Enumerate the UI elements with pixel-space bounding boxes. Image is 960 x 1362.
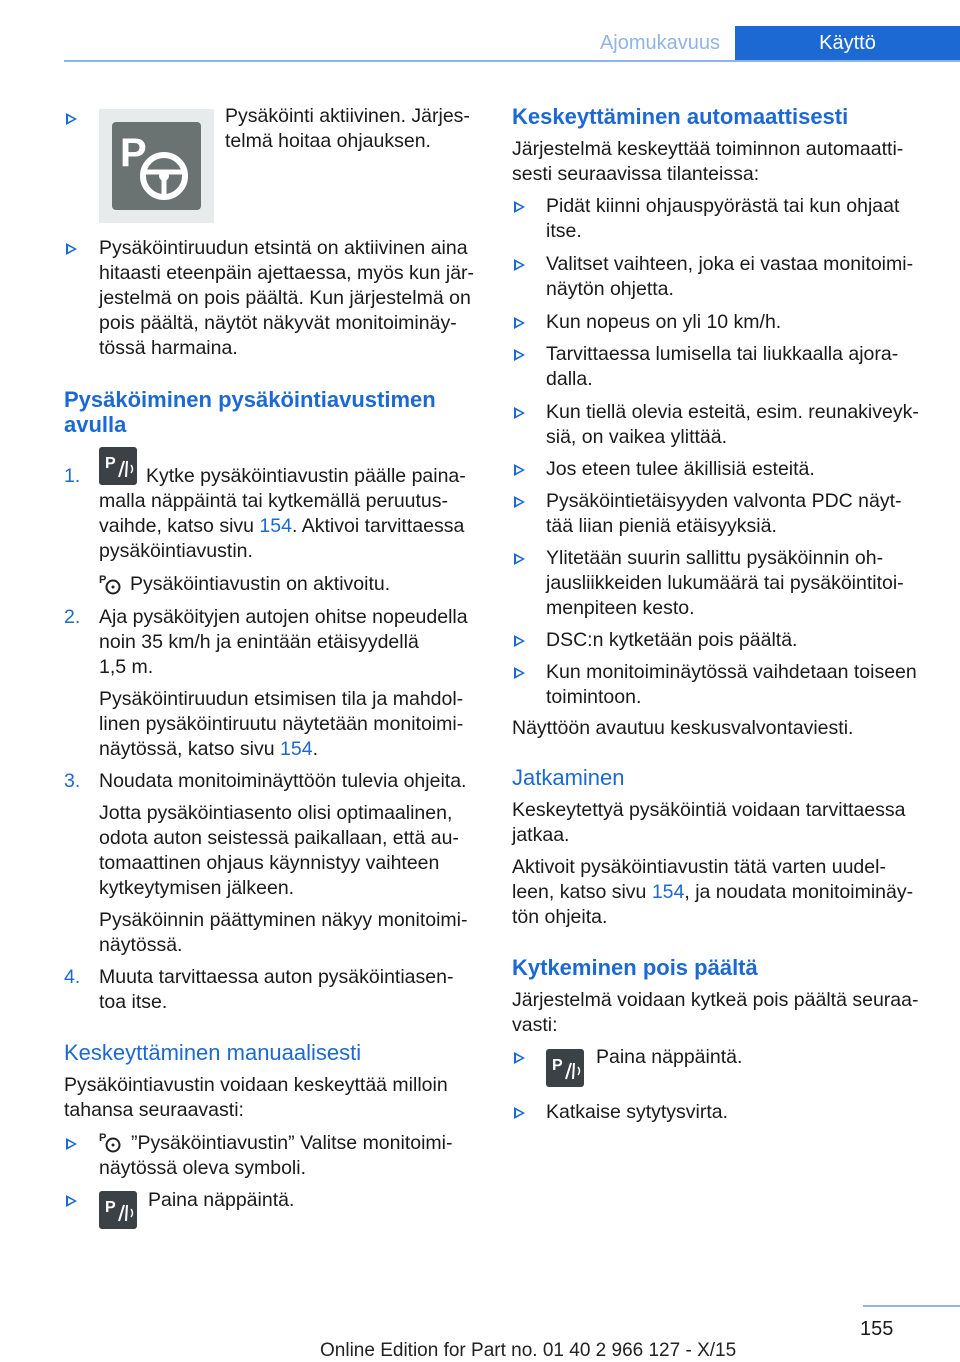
page-number: 155 [860, 1318, 894, 1340]
off-intro-line2: vasti: [512, 1014, 558, 1036]
item-active-line1: Pysäköinti aktiivinen. Järjes- [225, 105, 470, 127]
step3-para1-line4: kytkeytymisen jälkeen. [99, 877, 295, 899]
after-bullets: Näyttöön avautuu keskusvalvontaviesti. [512, 717, 854, 739]
auto-interrupt-item-line: Tarvittaessa lumisella tai liukkaalla ajora- [546, 343, 899, 365]
step3-para2-line1: Pysäköinnin päättyminen näkyy monitoimi- [99, 909, 468, 931]
heading-switch-off: Kytkeminen pois päältä [512, 955, 758, 980]
auto-interrupt-item-line: Jos eteen tulee äkillisiä esteitä. [546, 458, 815, 480]
step2-line2: noin 35 km/h ja enintään etäisyydellä [99, 631, 419, 653]
svg-text:P: P [99, 1132, 107, 1144]
auto-interrupt-item-line: näytön ohjetta. [546, 278, 674, 300]
cont2-line2: leen, katso sivu 154, ja noudata monitoiminäy- [512, 881, 914, 903]
manual-item1-line2: näytössä oleva symboli. [99, 1157, 307, 1179]
bullet-icon [66, 1138, 77, 1150]
step-number: 4. [64, 966, 81, 988]
step-number: 2. [64, 606, 81, 628]
header-tab: Käyttö [735, 26, 960, 60]
off-item2: Katkaise sytytysvirta. [546, 1101, 729, 1123]
heading-parking-line2: avulla [64, 412, 127, 437]
parking-assist-small-icon [99, 1130, 123, 1154]
bullet-icon [514, 349, 525, 361]
step-number: 1. [64, 465, 81, 487]
auto-intro-line1: Järjestelmä keskeyttää toiminnon automaatti- [512, 138, 904, 160]
auto-interrupt-item-line: Pidät kiinni ohjauspyörästä tai kun ohjaat [546, 195, 900, 217]
svg-text:P: P [105, 455, 116, 472]
bullet-icon [514, 464, 525, 476]
parking-assist-button-icon [99, 1191, 137, 1229]
step2-p2: linen pysäköintiruutu näytetään monitoimi- [99, 713, 464, 735]
heading-continue: Jatkaminen [512, 765, 625, 790]
auto-interrupt-item-line: menpiteen kesto. [546, 597, 695, 619]
cont1-line1: Keskeytettyä pysäköintiä voidaan tarvittaessa [512, 799, 906, 821]
auto-interrupt-item-line: siä, on vaikea ylittää. [546, 426, 728, 448]
page-link[interactable]: 154 [651, 881, 685, 903]
step1-line1: Kytke pysäköintiavustin päälle paina- [146, 465, 466, 487]
svg-text:P: P [552, 1057, 563, 1074]
item-search-line3: jestelmä on pois päältä. Kun järjestelmä on [99, 287, 471, 309]
header-section: Ajomukavuus [599, 31, 721, 54]
auto-interrupt-item-line: Kun tiellä olevia esteitä, esim. reunakiveyk- [546, 401, 919, 423]
page-link[interactable]: 154 [259, 515, 292, 537]
step1-line2: malla näppäintä tai kytkemällä peruutus- [99, 490, 449, 512]
auto-interrupt-item-line: toimintoon. [546, 686, 642, 708]
auto-interrupt-item-line: Valitset vaihteen, joka ei vastaa monitoimi- [546, 253, 914, 275]
step3-para1-line2: odota auton seistessä paikallaan, että au- [99, 827, 459, 849]
step4-line2: toa itse. [99, 991, 168, 1013]
step3-para1-line1: Jotta pysäköintiasento olisi optimaalinen, [99, 802, 453, 824]
cont2-line3: tön ohjeita. [512, 906, 608, 928]
step2-line1: Aja pysäköityjen autojen ohitse nopeudella [99, 606, 468, 628]
bullet-icon [66, 243, 77, 255]
auto-intro-line2: sesti seuraavissa tilanteissa: [512, 163, 760, 185]
item-search-line1: Pysäköintiruudun etsintä on aktiivinen aina [99, 237, 468, 259]
manual-item2: Paina näppäintä. [148, 1189, 295, 1211]
step3-para2-line2: näytössä. [99, 934, 183, 956]
item-search-line2: hitaasti eteenpäin ajettaessa, myös kun jär- [99, 262, 475, 284]
step2-p1: Pysäköintiruudun etsimisen tila ja mahdol- [99, 688, 464, 710]
manual-intro-line2: tahansa seuraavasti: [64, 1099, 244, 1121]
manual-intro-line1: Pysäköintiavustin voidaan keskeyttää milloin [64, 1074, 448, 1096]
bullet-icon [514, 553, 525, 565]
bullet-icon [66, 113, 77, 125]
step1-line4: pysäköintiavustin. [99, 540, 253, 562]
step4-line1: Muuta tarvittaessa auton pysäköintiasen- [99, 966, 454, 988]
parking-assist-button-icon [546, 1049, 584, 1087]
step2-p3: näytössä, katso sivu 154. [99, 738, 318, 760]
auto-interrupt-item-line: Kun monitoiminäytössä vaihdetaan toiseen [546, 661, 917, 683]
step1-sub: Pysäköintiavustin on aktivoitu. [130, 573, 391, 595]
heading-parking-line1: Pysäköiminen pysäköintiavustimen [64, 387, 436, 412]
footer-rule [863, 1305, 960, 1307]
auto-interrupt-item-line: jausliikkeiden lukumäärä tai pysäköintitoi- [546, 572, 904, 594]
bullet-icon [514, 1052, 525, 1064]
auto-interrupt-item-line: Ylitetään suurin sallittu pysäköinnin oh- [546, 547, 884, 569]
step2-line3: 1,5 m. [99, 656, 154, 678]
cont1-line2: jatkaa. [512, 824, 570, 846]
bullet-icon [66, 1195, 77, 1207]
bullet-icon [514, 496, 525, 508]
bullet-icon [514, 201, 525, 213]
bullet-icon [514, 259, 525, 271]
parking-assist-small-icon [99, 572, 123, 596]
svg-text:P: P [99, 574, 107, 586]
off-item1: Paina näppäintä. [596, 1046, 743, 1068]
step3-para1-line3: tomaattinen ohjaus käynnistyy vaihteen [99, 852, 440, 874]
item-search-line5: tössä harmaina. [99, 337, 238, 359]
auto-interrupt-item-line: tää liian pieniä etäisyyksiä. [546, 515, 777, 537]
auto-interrupt-item-line: dalla. [546, 368, 593, 390]
step1-line3: vaihde, katso sivu 154. Aktivoi tarvittaessa [99, 515, 465, 537]
svg-text:P: P [120, 131, 147, 175]
heading-manual: Keskeyttäminen manuaalisesti [64, 1040, 362, 1065]
page-link[interactable]: 154 [280, 738, 313, 760]
auto-interrupt-item-line: Kun nopeus on yli 10 km/h. [546, 311, 782, 333]
auto-interrupt-item-line: DSC:n kytketään pois päältä. [546, 629, 798, 651]
step3-line: Noudata monitoiminäyttöön tulevia ohjeita. [99, 770, 467, 792]
parking-assist-active-icon [99, 109, 214, 223]
heading-auto-interrupt: Keskeyttäminen automaattisesti [512, 104, 849, 129]
auto-interrupt-item-line: Pysäköintietäisyyden valvonta PDC näyt- [546, 490, 902, 512]
header-rule [64, 60, 960, 62]
auto-interrupt-item-line: itse. [546, 220, 582, 242]
parking-assist-button-icon [99, 447, 137, 485]
off-intro-line1: Järjestelmä voidaan kytkeä pois päältä seuraa- [512, 989, 919, 1011]
svg-text:P: P [105, 1199, 116, 1216]
item-active-line2: telmä hoitaa ohjauksen. [225, 130, 431, 152]
bullet-icon [514, 407, 525, 419]
manual-item1-line1: ”Pysäköintiavustin” Valitse monitoimi- [131, 1132, 453, 1154]
item-search-line4: pois päältä, näytöt näkyvät monitoiminäy- [99, 312, 457, 334]
cont2-line1: Aktivoit pysäköintiavustin tätä varten uudel- [512, 856, 886, 878]
bullet-icon [514, 1107, 525, 1119]
edition-line: Online Edition for Part no. 01 40 2 966 127 - X/15 [320, 1340, 737, 1361]
bullet-icon [514, 317, 525, 329]
bullet-icon [514, 635, 525, 647]
step-number: 3. [64, 770, 81, 792]
bullet-icon [514, 667, 525, 679]
